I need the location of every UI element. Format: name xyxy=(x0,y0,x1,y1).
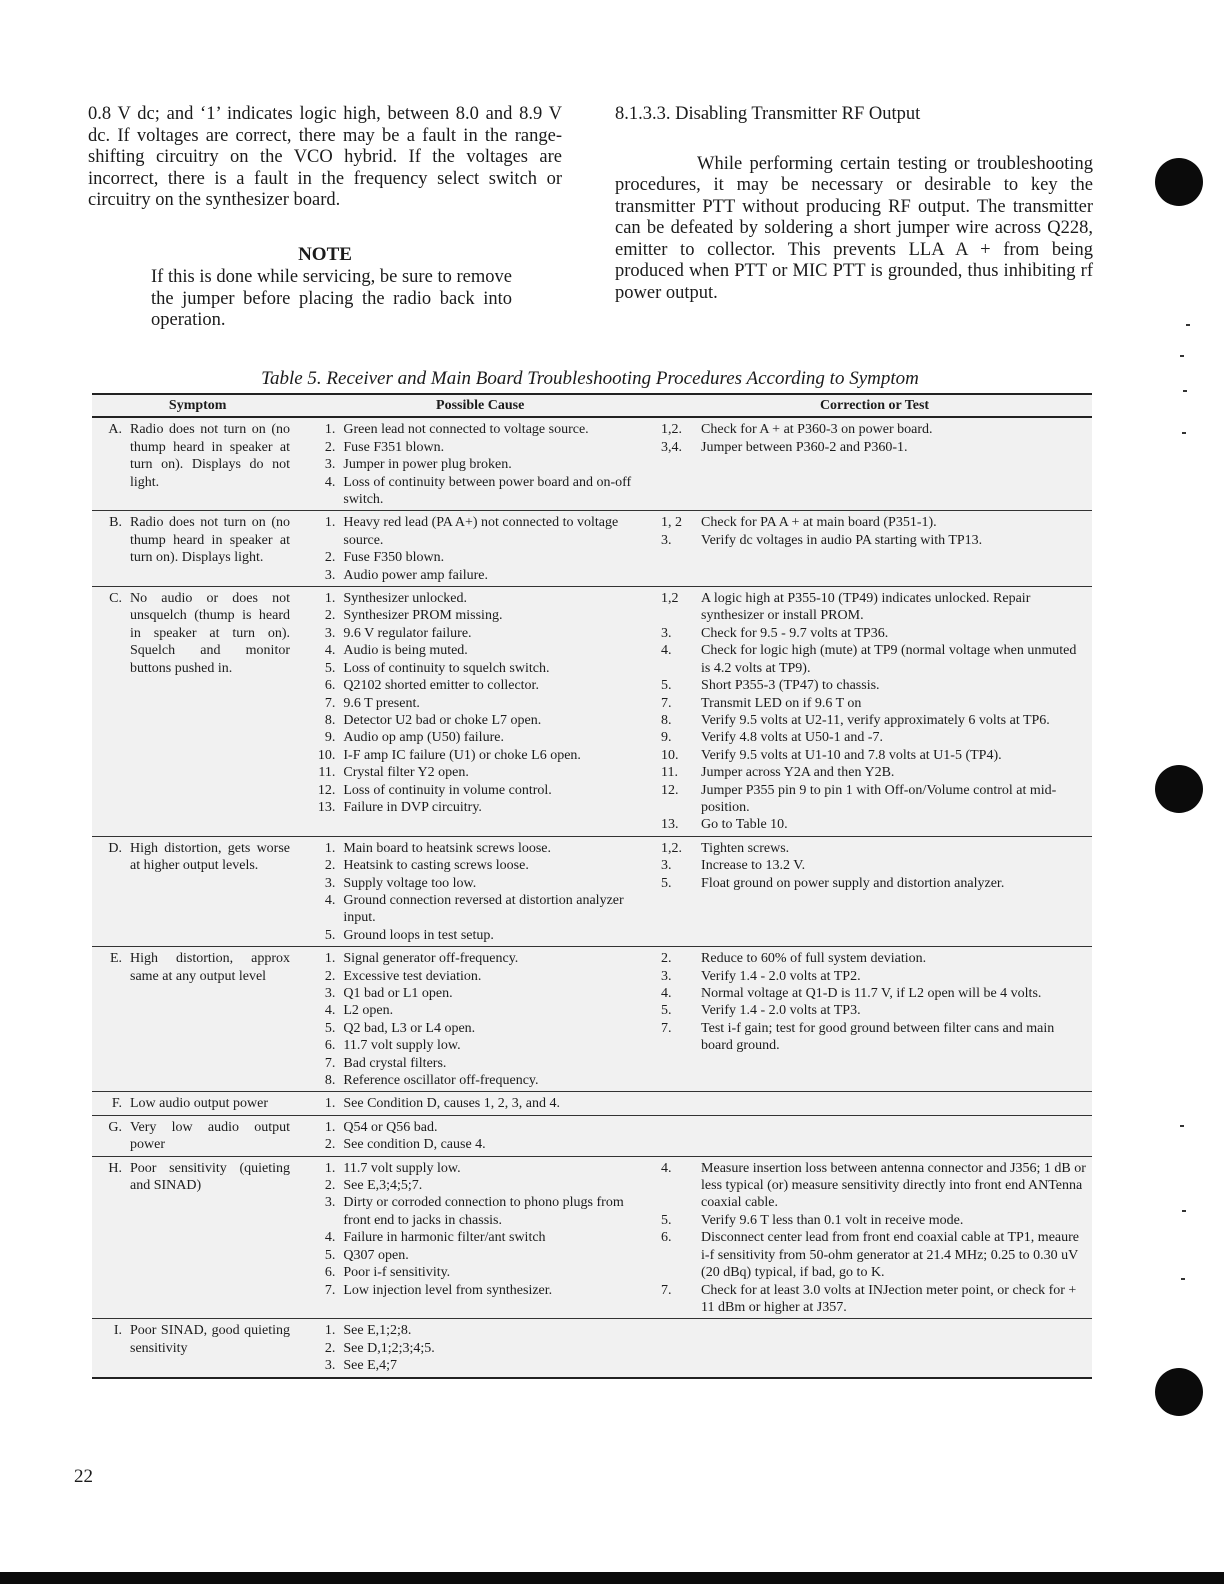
corr-cell xyxy=(657,587,1092,837)
cause-item xyxy=(307,660,653,677)
item-text: Verify 1.4 - 2.0 volts at TP2. xyxy=(701,968,861,984)
item-text: 11.7 volt supply low. xyxy=(343,1160,461,1176)
note-body: If this is done while servicing, be sure to remove the jumper before placing the radio back into operation. xyxy=(151,267,512,330)
item-text: Failure in harmonic filter/ant switch xyxy=(343,1230,546,1246)
scan-speck xyxy=(1183,390,1187,392)
item-text: Q2102 shorted emitter to collector. xyxy=(343,678,539,694)
item-number: 3. xyxy=(324,1358,336,1374)
item-text: Tighten screws. xyxy=(701,840,790,856)
cause-item xyxy=(307,782,653,799)
item-number: 1. xyxy=(324,1160,336,1176)
item-text: Measure insertion loss between antenna connector and J356; 1 dB or less typical (or) measure sensitivity directly into front end ANTenna coaxial cable. xyxy=(701,1160,1086,1211)
item-number: 3. xyxy=(661,858,672,874)
item-text: Verify 1.4 - 2.0 volts at TP3. xyxy=(701,1003,861,1019)
item-number: 1. xyxy=(324,951,336,967)
correction-item xyxy=(661,590,1088,625)
item-number: 3. xyxy=(324,986,336,1001)
item-text: Loss of continuity in volume control. xyxy=(343,782,552,798)
item-text: I-F amp IC failure (U1) or choke L6 open. xyxy=(343,747,581,763)
item-number: 2. xyxy=(324,1178,336,1194)
item-number: 4. xyxy=(324,474,336,490)
item-number: 7. xyxy=(324,1282,336,1298)
item-text: Q307 open. xyxy=(343,1247,409,1263)
cause-item xyxy=(307,985,653,1002)
cause-item xyxy=(307,1282,653,1299)
correction-item xyxy=(661,677,1088,694)
cause-item xyxy=(307,590,653,607)
cause-item xyxy=(307,1340,653,1357)
binder-hole xyxy=(1155,1368,1203,1416)
cause-item xyxy=(307,567,653,584)
correction-item xyxy=(661,985,1088,1002)
symptom-text: No audio or does not unsquelch (thump is heard in speaker at turn on). Squelch and monitor buttons pushed in. xyxy=(130,591,290,676)
item-text: Loss of continuity to squelch switch. xyxy=(343,660,550,676)
symptom-text: Radio does not turn on (no thump heard in speaker at turn on). Displays do not light. xyxy=(130,422,290,490)
cause-cell xyxy=(303,836,657,946)
item-number: 4. xyxy=(324,892,336,908)
cause-item xyxy=(307,1095,653,1112)
corr-cell xyxy=(657,836,1092,946)
item-text: See condition D, cause 4. xyxy=(343,1137,486,1153)
item-text: Ground connection reversed at distortion analyzer input. xyxy=(343,892,624,926)
cause-item xyxy=(307,607,653,624)
item-text: L2 open. xyxy=(343,1003,394,1019)
correction-item xyxy=(661,625,1088,642)
item-number: 1. xyxy=(324,422,336,438)
table-row xyxy=(92,587,1092,837)
item-text: See D,1;2;3;4;5. xyxy=(343,1340,435,1356)
symptom-cell xyxy=(92,417,303,511)
symptom-cell xyxy=(92,836,303,946)
table-caption: Table 5. Receiver and Main Board Troubleshooting Procedures According to Symptom xyxy=(261,368,919,389)
cause-item xyxy=(307,549,653,566)
table-header-row xyxy=(92,394,1092,417)
item-text: Check for A + at P360-3 on power board. xyxy=(701,422,933,438)
item-text: Synthesizer unlocked. xyxy=(343,591,468,607)
symptom-text: Very low audio output power xyxy=(130,1119,290,1153)
item-text: Supply voltage too low. xyxy=(343,875,477,891)
cause-item xyxy=(307,1247,653,1264)
symptom-text: High distortion, approx same at any output level xyxy=(130,951,290,984)
cause-item xyxy=(307,1264,653,1281)
item-number: 5. xyxy=(661,875,672,891)
item-number: 1, 2 xyxy=(661,515,683,531)
corr-cell xyxy=(657,947,1092,1092)
correction-item xyxy=(661,764,1088,781)
item-number: 2. xyxy=(324,1137,336,1153)
corr-cell xyxy=(657,1156,1092,1319)
item-text: Audio op amp (U50) failure. xyxy=(343,730,504,746)
item-text: Excessive test deviation. xyxy=(343,968,482,984)
cause-item xyxy=(307,642,653,659)
item-number: 1. xyxy=(324,840,336,856)
symptom-letter: B. xyxy=(109,515,122,531)
correction-item xyxy=(661,875,1088,892)
symptom-cell xyxy=(92,1319,303,1378)
cause-cell xyxy=(303,947,657,1092)
item-text: Verify 9.5 volts at U1-10 and 7.8 volts at U1-5 (TP4). xyxy=(701,747,1002,763)
cause-item xyxy=(307,1136,653,1153)
item-number: 3. xyxy=(324,625,336,641)
corr-cell xyxy=(657,1092,1092,1115)
item-text: See E,3;4;5;7. xyxy=(343,1178,423,1194)
item-number: 2. xyxy=(324,550,336,566)
cause-cell xyxy=(303,511,657,587)
cause-item xyxy=(307,927,653,944)
cause-item xyxy=(307,1322,653,1339)
item-number: 13. xyxy=(317,799,336,815)
binder-hole xyxy=(1155,158,1203,206)
item-text: Transmit LED on if 9.6 T on xyxy=(701,695,862,711)
cause-item xyxy=(307,1357,653,1374)
cause-item xyxy=(307,1160,653,1177)
item-text: Disconnect center lead from front end coaxial cable at TP1, meaure i-f sensitivity from 50-ohm generator at 21.4 MHz; 0.25 to 0.30 uV (20 dBq) typical, if bad, go to K. xyxy=(701,1230,1079,1281)
correction-item xyxy=(661,1229,1088,1281)
table-row xyxy=(92,1115,1092,1156)
symptom-letter: A. xyxy=(108,422,122,438)
scan-speck xyxy=(1180,355,1184,357)
correction-item xyxy=(661,816,1088,833)
cause-item xyxy=(307,950,653,967)
correction-item xyxy=(661,514,1088,531)
item-text: Dirty or corroded connection to phono plugs from front end to jacks in chassis. xyxy=(343,1195,624,1228)
cause-header: Possible Cause xyxy=(303,394,657,417)
item-text: Signal generator off-frequency. xyxy=(343,951,519,967)
cause-cell xyxy=(303,417,657,511)
correction-item xyxy=(661,421,1088,438)
item-text: Bad crystal filters. xyxy=(343,1055,447,1071)
item-text: Normal voltage at Q1-D is 11.7 V, if L2 open will be 4 volts. xyxy=(701,986,1042,1001)
symptom-letter: F. xyxy=(111,1096,122,1112)
section-heading: 8.1.3.3. Disabling Transmitter RF Output xyxy=(615,104,921,124)
cause-item xyxy=(307,1194,653,1229)
item-text: Crystal filter Y2 open. xyxy=(343,765,469,781)
cause-item xyxy=(307,695,653,712)
correction-item xyxy=(661,712,1088,729)
item-text: Jumper P355 pin 9 to pin 1 with Off-on/Volume control at mid-position. xyxy=(701,782,1057,815)
note-title: NOTE xyxy=(298,243,352,265)
item-number: 7. xyxy=(661,695,672,711)
item-number: 9. xyxy=(661,730,672,746)
item-text: Jumper across Y2A and then Y2B. xyxy=(701,765,895,781)
cause-cell xyxy=(303,587,657,837)
item-text: Failure in DVP circuitry. xyxy=(343,799,482,815)
symptom-text: Poor SINAD, good quieting sensitivity xyxy=(130,1323,290,1356)
item-number: 5. xyxy=(324,1247,336,1263)
item-text: 9.6 V regulator failure. xyxy=(343,625,472,641)
symptom-cell xyxy=(92,587,303,837)
symptom-letter: C. xyxy=(109,591,122,607)
item-number: 2. xyxy=(324,968,336,984)
item-number: 6. xyxy=(661,1230,672,1246)
item-text: Jumper between P360-2 and P360-1. xyxy=(701,439,908,455)
item-number: 6. xyxy=(324,678,336,694)
cause-item xyxy=(307,840,653,857)
item-text: Synthesizer PROM missing. xyxy=(343,608,503,624)
item-text: Short P355-3 (TP47) to chassis. xyxy=(701,678,880,694)
correction-item xyxy=(661,840,1088,857)
cause-item xyxy=(307,729,653,746)
cause-item xyxy=(307,857,653,874)
item-text: Main board to heatsink screws loose. xyxy=(343,840,551,856)
item-number: 10. xyxy=(317,747,336,763)
item-number: 2. xyxy=(324,1340,336,1356)
item-text: Q2 bad, L3 or L4 open. xyxy=(343,1020,476,1036)
cause-item xyxy=(307,514,653,549)
item-number: 3. xyxy=(324,1195,336,1211)
item-number: 1. xyxy=(324,1096,336,1112)
item-number: 1. xyxy=(324,1323,336,1339)
item-number: 11. xyxy=(661,765,679,781)
item-number: 5. xyxy=(324,660,336,676)
correction-item xyxy=(661,1020,1088,1055)
correction-item xyxy=(661,1002,1088,1019)
item-text: A logic high at P355-10 (TP49) indicates unlocked. Repair synthesizer or install PROM. xyxy=(701,591,1031,624)
item-number: 3. xyxy=(661,968,672,984)
item-number: 12. xyxy=(661,782,679,798)
table-row xyxy=(92,836,1092,946)
correction-item xyxy=(661,782,1088,817)
symptom-text: High distortion, gets worse at higher output levels. xyxy=(130,840,290,874)
symptom-letter: G. xyxy=(108,1119,122,1135)
correction-header: Correction or Test xyxy=(657,394,1092,417)
item-text: Jumper in power plug broken. xyxy=(343,457,512,473)
cause-cell xyxy=(303,1319,657,1378)
scan-speck xyxy=(1182,432,1186,434)
correction-item xyxy=(661,695,1088,712)
item-number: 3. xyxy=(661,532,672,548)
item-text: Test i-f gain; test for good ground between filter cans and main board ground. xyxy=(701,1020,1055,1054)
cause-item xyxy=(307,747,653,764)
symptom-letter: D. xyxy=(108,840,122,856)
item-text: Poor i-f sensitivity. xyxy=(343,1265,451,1281)
item-text: Verify dc voltages in audio PA starting with TP13. xyxy=(701,532,983,548)
item-number: 6. xyxy=(324,1038,336,1054)
cause-item xyxy=(307,1119,653,1136)
item-number: 7. xyxy=(661,1282,672,1298)
item-text: Fuse F351 blown. xyxy=(343,439,445,455)
binder-hole xyxy=(1155,765,1203,813)
cause-item xyxy=(307,456,653,473)
item-text: Green lead not connected to voltage source. xyxy=(343,422,589,438)
item-text: 9.6 T present. xyxy=(343,695,420,711)
cause-cell xyxy=(303,1115,657,1156)
table-row xyxy=(92,947,1092,1092)
cause-item xyxy=(307,968,653,985)
item-number: 1. xyxy=(324,591,336,607)
item-text: Go to Table 10. xyxy=(701,817,788,833)
item-text: Q1 bad or L1 open. xyxy=(343,986,453,1001)
item-number: 2. xyxy=(324,858,336,874)
scan-speck xyxy=(1186,324,1190,326)
item-number: 2. xyxy=(324,608,336,624)
item-text: Audio is being muted. xyxy=(343,643,468,659)
item-number: 4. xyxy=(661,1160,672,1176)
table-row xyxy=(92,1092,1092,1115)
item-text: Fuse F350 blown. xyxy=(343,550,445,566)
symptom-text: Radio does not turn on (no thump heard in speaker at turn on). Displays light. xyxy=(130,515,290,566)
item-number: 4. xyxy=(661,643,672,659)
cause-cell xyxy=(303,1092,657,1115)
item-text: Verify 9.6 T less than 0.1 volt in receive mode. xyxy=(701,1212,964,1228)
correction-item xyxy=(661,747,1088,764)
item-number: 9. xyxy=(324,730,336,746)
table-row xyxy=(92,1156,1092,1319)
item-text: Verify 4.8 volts at U50-1 and -7. xyxy=(701,730,883,746)
cause-item xyxy=(307,625,653,642)
section-body: While performing certain testing or troubleshooting procedures, it may be necessary or desirable to key the transmitter PTT without producing RF output. The transmitter can be defeated by soldering a short jumper wire across Q228, emitter to collector. This prevents LLA A + from being produced when PTT or MIC PTT is grounded, thus inhibiting rf power output. xyxy=(615,153,1093,303)
correction-item xyxy=(661,950,1088,967)
item-text: Audio power amp failure. xyxy=(343,567,488,583)
item-number: 2. xyxy=(324,439,336,455)
symptom-text: Poor sensitivity (quieting and SINAD) xyxy=(130,1160,290,1194)
correction-item xyxy=(661,968,1088,985)
item-number: 7. xyxy=(324,1055,336,1071)
item-text: Ground loops in test setup. xyxy=(343,927,494,943)
correction-item xyxy=(661,1282,1088,1317)
item-number: 13. xyxy=(661,817,679,833)
correction-item xyxy=(661,532,1088,549)
item-text: Check for at least 3.0 volts at INJection meter point, or check for + 11 dBm or higher at J357. xyxy=(701,1282,1077,1315)
item-text: Detector U2 bad or choke L7 open. xyxy=(343,712,542,728)
cause-item xyxy=(307,712,653,729)
cause-item xyxy=(307,1055,653,1072)
item-number: 1,2 xyxy=(661,591,679,607)
cause-item xyxy=(307,799,653,816)
item-number: 4. xyxy=(324,1003,336,1019)
cause-item xyxy=(307,677,653,694)
cause-item xyxy=(307,1177,653,1194)
table-body xyxy=(92,417,1092,1377)
item-text: Heatsink to casting screws loose. xyxy=(343,858,529,874)
symptom-cell xyxy=(92,1156,303,1319)
item-number: 5. xyxy=(324,1020,336,1036)
left-column xyxy=(88,104,562,332)
symptom-header: Symptom xyxy=(92,394,303,417)
corr-cell xyxy=(657,511,1092,587)
item-number: 7. xyxy=(324,695,336,711)
cause-item xyxy=(307,892,653,927)
table-row xyxy=(92,417,1092,511)
item-number: 8. xyxy=(324,1073,336,1089)
symptom-cell xyxy=(92,1092,303,1115)
item-number: 5. xyxy=(661,678,672,694)
cause-item xyxy=(307,875,653,892)
table-row xyxy=(92,511,1092,587)
correction-item xyxy=(661,857,1088,874)
item-number: 12. xyxy=(317,782,336,798)
cause-item xyxy=(307,1072,653,1089)
table-row xyxy=(92,1319,1092,1378)
item-text: Check for 9.5 - 9.7 volts at TP36. xyxy=(701,625,889,641)
item-number: 6. xyxy=(324,1265,336,1281)
item-number: 8. xyxy=(661,712,672,728)
corr-cell xyxy=(657,417,1092,511)
correction-item xyxy=(661,439,1088,456)
item-number: 3. xyxy=(324,567,336,583)
symptom-letter: H. xyxy=(108,1160,122,1176)
cause-item xyxy=(307,1037,653,1054)
intro-paragraph: 0.8 V dc; and ‘1’ indicates logic high, between 8.0 and 8.9 V dc. If voltages are correct, there may be a fault in the range-shifting circuitry on the VCO hybrid. If the voltages are incorrect, there is a fault in the frequency select switch or circuitry on the synthesizer board. xyxy=(88,104,562,210)
item-number: 4. xyxy=(661,986,672,1001)
item-number: 2. xyxy=(661,951,672,967)
symptom-cell xyxy=(92,1115,303,1156)
item-text: 11.7 volt supply low. xyxy=(343,1038,461,1054)
correction-item xyxy=(661,642,1088,677)
item-number: 8. xyxy=(324,712,336,728)
item-number: 10. xyxy=(661,747,679,763)
item-number: 7. xyxy=(661,1020,672,1036)
item-number: 5. xyxy=(661,1212,672,1228)
scan-speck xyxy=(1181,1278,1185,1280)
item-number: 4. xyxy=(324,1230,336,1246)
corr-cell xyxy=(657,1115,1092,1156)
item-number: 3,4. xyxy=(661,439,683,455)
cause-cell xyxy=(303,1156,657,1319)
item-number: 1. xyxy=(324,1119,336,1135)
item-text: Verify 9.5 volts at U2-11, verify approximately 6 volts at TP6. xyxy=(701,712,1050,728)
item-text: See E,4;7 xyxy=(343,1358,398,1374)
cause-item xyxy=(307,421,653,438)
item-number: 5. xyxy=(324,927,336,943)
cause-item xyxy=(307,764,653,781)
cause-item xyxy=(307,1002,653,1019)
item-number: 4. xyxy=(324,643,336,659)
item-number: 3. xyxy=(324,875,336,891)
item-number: 3. xyxy=(324,457,336,473)
item-number: 1. xyxy=(324,515,336,531)
item-text: Heavy red lead (PA A+) not connected to voltage source. xyxy=(343,515,619,548)
item-number: 3. xyxy=(661,625,672,641)
item-text: See E,1;2;8. xyxy=(343,1323,412,1339)
symptom-letter: I. xyxy=(113,1323,122,1339)
item-text: Q54 or Q56 bad. xyxy=(343,1119,438,1135)
cause-item xyxy=(307,1229,653,1246)
item-number: 1,2. xyxy=(661,840,683,856)
cause-item xyxy=(307,1020,653,1037)
item-text: See Condition D, causes 1, 2, 3, and 4. xyxy=(343,1096,560,1112)
scan-bottom-edge xyxy=(0,1572,1224,1584)
cause-item xyxy=(307,439,653,456)
item-text: Reference oscillator off-frequency. xyxy=(343,1073,539,1089)
item-text: Float ground on power supply and distortion analyzer. xyxy=(701,875,1005,891)
scan-speck xyxy=(1180,1125,1184,1127)
item-text: Increase to 13.2 V. xyxy=(701,858,806,874)
symptom-cell xyxy=(92,947,303,1092)
item-number: 11. xyxy=(318,765,336,781)
symptom-cell xyxy=(92,511,303,587)
item-number: 1,2. xyxy=(661,422,683,438)
symptom-text: Low audio output power xyxy=(130,1096,269,1112)
item-text: Loss of continuity between power board and on-off switch. xyxy=(343,474,632,508)
item-text: Check for PA A + at main board (P351-1). xyxy=(701,515,937,531)
scan-speck xyxy=(1182,1210,1186,1212)
correction-item xyxy=(661,1212,1088,1229)
item-number: 5. xyxy=(661,1003,672,1019)
right-column xyxy=(615,104,1093,304)
correction-item xyxy=(661,729,1088,746)
troubleshooting-table xyxy=(92,393,1092,1379)
corr-cell xyxy=(657,1319,1092,1378)
cause-item xyxy=(307,474,653,509)
symptom-letter: E. xyxy=(109,951,122,967)
item-text: Reduce to 60% of full system deviation. xyxy=(701,951,927,967)
correction-item xyxy=(661,1160,1088,1212)
item-text: Low injection level from synthesizer. xyxy=(343,1282,553,1298)
item-text: Check for logic high (mute) at TP9 (normal voltage when unmuted is 4.2 volts at TP9). xyxy=(701,643,1077,676)
page-number: 22 xyxy=(74,1466,93,1487)
